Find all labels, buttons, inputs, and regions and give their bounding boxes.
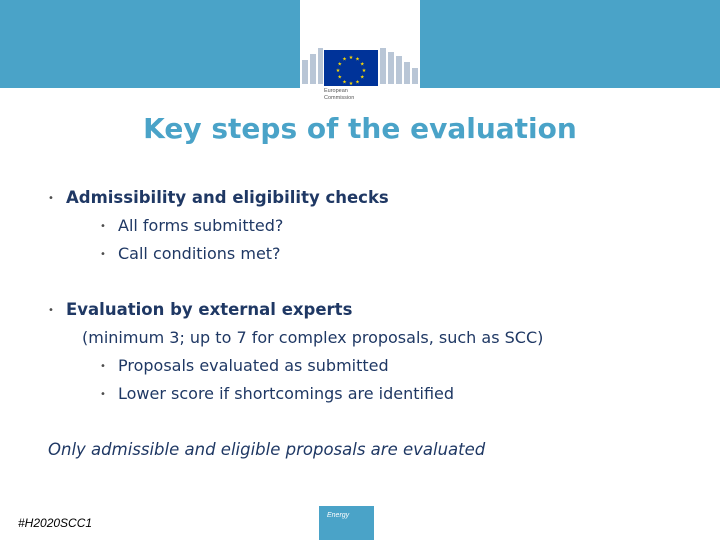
bullet-icon: •: [100, 249, 106, 260]
energy-label: Energy: [327, 512, 350, 519]
list-item: [100, 384, 454, 403]
footer-hashtag: #H2020SCC1: [18, 516, 93, 530]
svg-text:★: ★: [348, 81, 354, 86]
svg-text:★: ★: [355, 56, 360, 63]
list-item: [100, 356, 389, 375]
section-heading-evaluation: [48, 300, 352, 319]
section-heading-admissibility: [48, 188, 389, 207]
experts-parenthetical: (minimum 3; up to 7 for complex proposals, such as SCC): [82, 328, 544, 347]
list-item: [100, 216, 283, 235]
section-heading-text: Evaluation by external experts: [66, 300, 353, 319]
european-commission-logo: [300, 0, 420, 108]
energy-badge: [319, 506, 374, 540]
svg-text:★: ★: [342, 56, 347, 63]
bullet-icon: •: [100, 221, 106, 232]
summary-note: Only admissible and eligible proposals are evaluated: [48, 440, 486, 459]
logo-wordmark: [324, 88, 404, 101]
logo-line-1: European: [324, 88, 348, 94]
svg-text:★: ★: [360, 61, 365, 68]
svg-text:★: ★: [342, 79, 347, 86]
bullet-icon: •: [100, 389, 106, 400]
slide-title: Key steps of the evaluation: [143, 112, 577, 145]
svg-text:★: ★: [337, 61, 342, 68]
svg-text:★: ★: [337, 74, 342, 81]
list-item: [100, 244, 281, 263]
svg-text:★: ★: [348, 55, 354, 61]
list-item-text: Call conditions met?: [118, 244, 281, 263]
list-item-text: Proposals evaluated as submitted: [118, 356, 389, 375]
bullet-icon: •: [48, 193, 54, 204]
svg-text:★: ★: [355, 79, 360, 86]
bullet-icon: •: [48, 305, 54, 316]
list-item-text: All forms submitted?: [118, 216, 284, 235]
svg-text:★: ★: [361, 68, 367, 74]
list-item-text: Lower score if shortcomings are identified: [118, 384, 455, 403]
svg-text:★: ★: [360, 74, 365, 81]
logo-line-2: Commission: [324, 94, 355, 101]
section-heading-text: Admissibility and eligibility checks: [66, 188, 389, 207]
bullet-icon: •: [100, 361, 106, 372]
svg-text:★: ★: [335, 68, 341, 74]
eu-flag-icon: [324, 50, 378, 86]
